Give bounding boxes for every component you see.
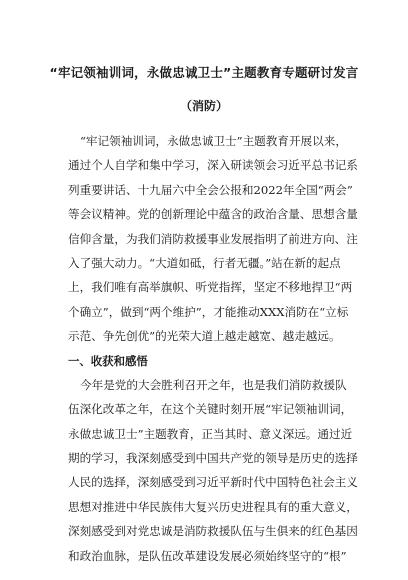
document-title: “牢记领袖训词，永做忠诚卫士”主题教育专题研讨发言 bbox=[49, 65, 359, 80]
document-subtitle: （消防） bbox=[179, 99, 228, 113]
paragraph-line: 示范、争先创优”的光荣大道上越走越宽、越走越远。 bbox=[68, 329, 341, 344]
paragraph-line: 深刻感受到对党忠诚是消防救援队伍与生俱来的红色基因 bbox=[68, 524, 358, 539]
paragraph-line: 人民的选择，深刻感受到习近平新时代中国特色社会主义 bbox=[68, 475, 358, 490]
paragraph-line: 信仰含量，为我们消防救援事业发展指明了前进方向、注 bbox=[68, 231, 358, 246]
paragraph-line: 通过个人自学和集中学习，深入研读领会习近平总书记系 bbox=[68, 158, 358, 173]
paragraph-line: 伍深化改革之年，在这个关键时刻开展“牢记领袖训词， bbox=[68, 402, 353, 417]
paragraph-line: 列重要讲话、十九届六中全会公报和2022年全国“两会” bbox=[68, 182, 353, 197]
paragraph-line: 等会议精神。党的创新理论中蕴含的政治含量、思想含量 bbox=[68, 207, 358, 222]
paragraph-line: 和政治血脉，是队伍改革建设发展必须始终坚守的“根” bbox=[68, 548, 347, 563]
paragraph-line: 入了强大动力。“大道如砥，行者无疆。”站在新的起点 bbox=[68, 255, 341, 270]
document-body bbox=[68, 129, 358, 568]
paragraph-line: 期的学习，我深刻感受到中国共产党的领导是历史的选择 bbox=[68, 451, 358, 466]
section-heading: 一、收获和感悟 bbox=[68, 353, 148, 368]
paragraph-line: 永做忠诚卫士”主题教育，正当其时、意义深远。通过近 bbox=[68, 426, 353, 441]
paragraph-line: 个确立”，做到“两个维护”，才能推动XXX消防在“立标 bbox=[68, 304, 349, 319]
paragraph-line: 思想对推进中华民族伟大复兴历史进程具有的重大意义， bbox=[68, 499, 358, 514]
paragraph-line: “牢记领袖训词，永做忠诚卫士”主题教育开展以来， bbox=[80, 134, 347, 148]
paragraph-line: 今年是党的大会胜利召开之年，也是我们消防救援队 bbox=[80, 377, 347, 392]
paragraph-line: 上，我们唯有高举旗帜、听党指挥，坚定不移地捍卫“两 bbox=[68, 280, 353, 295]
